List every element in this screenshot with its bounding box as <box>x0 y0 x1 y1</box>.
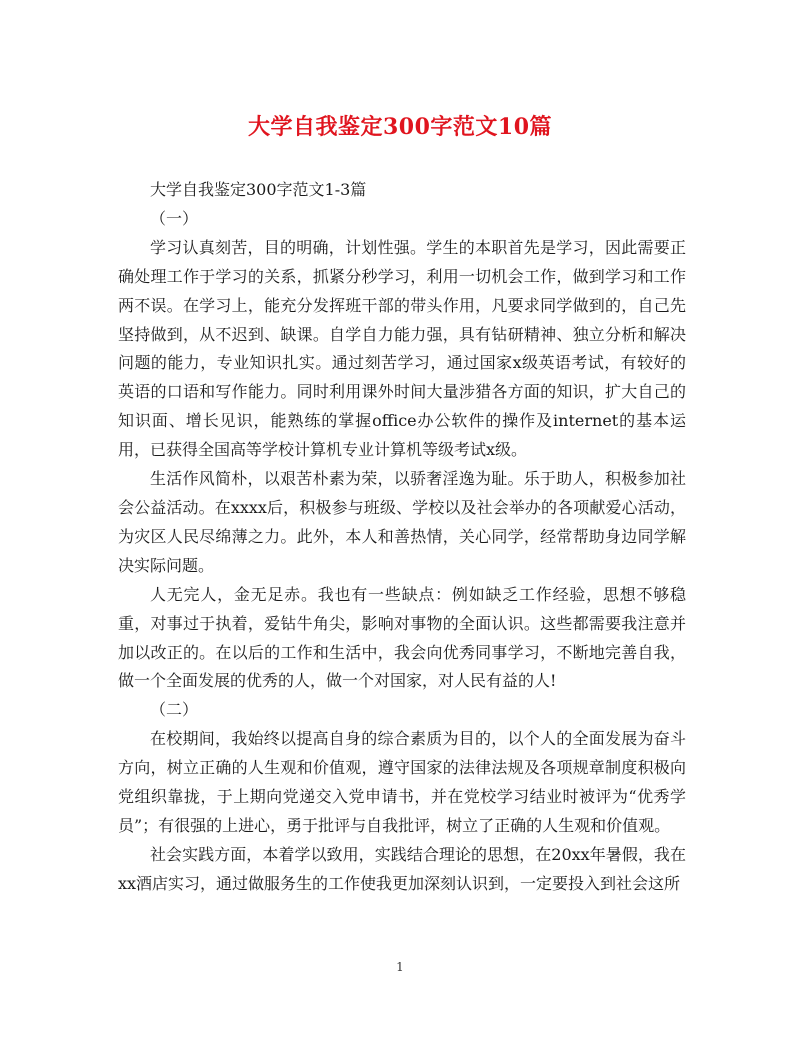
paragraph: 生活作风简朴，以艰苦朴素为荣，以骄奢淫逸为耻。乐于助人，积极参加社会公益活动。在xxxx后，积极参与班级、学校以及社会举办的各项献爱心活动，为灾区人民尽绵薄之力。此外，本人和善热情，关心同学，经常帮助身边同学解决实际问题。 <box>118 469 686 575</box>
section-mark: （一） <box>150 208 199 228</box>
document-body <box>118 176 686 899</box>
section-mark: （二） <box>150 700 199 720</box>
document-title: 大学自我鉴定300字范文10篇 <box>247 114 553 140</box>
page-number: 1 <box>396 960 404 974</box>
paragraph: 学习认真刻苦，目的明确，计划性强。学生的本职首先是学习，因此需要正确处理工作于学习的关系，抓紧分秒学习，利用一切机会工作，做到学习和工作两不误。在学习上，能充分发挥班干部的带头作用，凡要求同学做到的，自己先坚持做到，从不迟到、缺课。自学自力能力强，具有钻研精神、独立分析和解决问题的能力，专业知识扎实。通过刻苦学习，通过国家x级英语考试，有较好的英语的口语和写作能力。同时利用课外时间大量涉猎各方面的知识，扩大自己的知识面、增长见识，能熟练的掌握office办公软件的操作及internet的基本运用，已获得全国高等学校计算机专业计算机等级考试x级。 <box>118 237 686 460</box>
paragraph: 社会实践方面，本着学以致用，实践结合理论的思想，在20xx年暑假，我在xx酒店实习，通过做服务生的工作使我更加深刻认识到，一定要投入到社会这所 <box>118 844 686 893</box>
paragraph: 在校期间，我始终以提高自身的综合素质为目的，以个人的全面发展为奋斗方向，树立正确的人生观和价值观，遵守国家的法律法规及各项规章制度积极向党组织靠拢，于上期向党递交入党申请书，并在党校学习结业时被评为“优秀学员”；有很强的上进心，勇于批评与自我批评，树立了正确的人生观和价值观。 <box>118 729 686 835</box>
document-subtitle: 大学自我鉴定300字范文1-3篇 <box>150 180 367 199</box>
paragraph: 人无完人，金无足赤。我也有一些缺点：例如缺乏工作经验，思想不够稳重，对事过于执着，爱钻牛角尖，影响对事物的全面认识。这些都需要我注意并加以改正的。在以后的工作和生活中，我会向优秀同事学习，不断地完善自我，做一个全面发展的优秀的人，做一个对国家，对人民有益的人! <box>118 584 686 691</box>
